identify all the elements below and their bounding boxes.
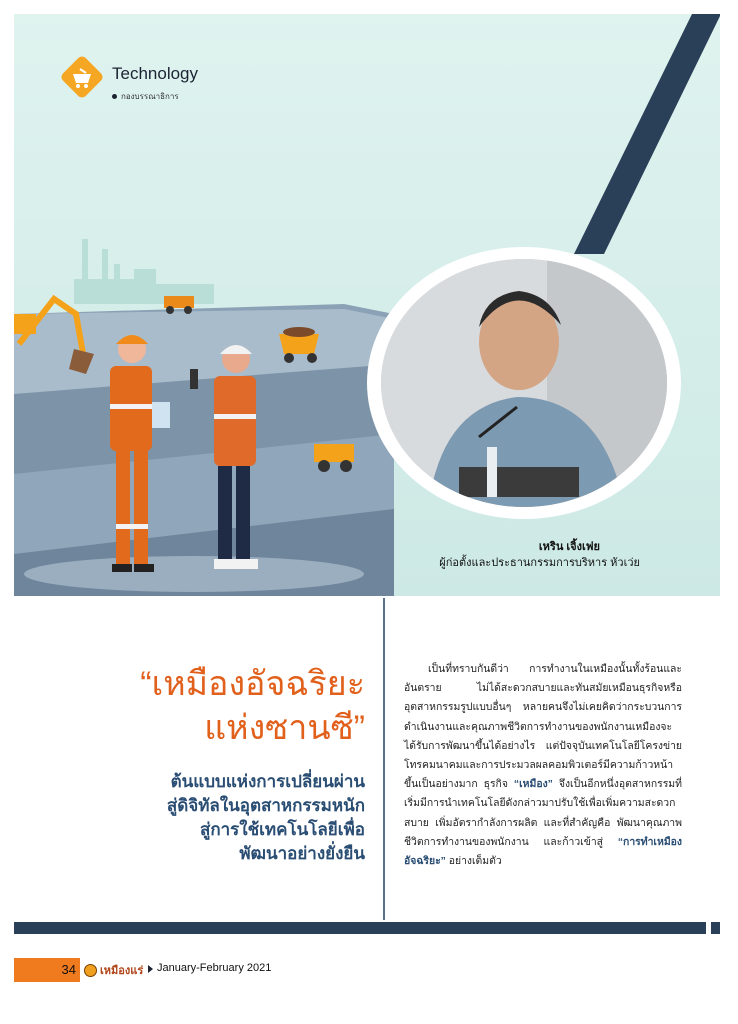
- byline-text: กองบรรณาธิการ: [121, 92, 179, 101]
- magazine-name: เหมืองแร่: [100, 965, 144, 977]
- subheadline-line-3: สู่การใช้เทคโนโลยีเพื่อ: [199, 820, 365, 839]
- magazine-logo: [84, 963, 143, 977]
- subheadline: [60, 770, 365, 866]
- issue-date: January-February 2021: [157, 962, 272, 974]
- article-body: [404, 660, 682, 871]
- headline: [60, 662, 365, 750]
- caption-name: เหริน เจิ้งเฟย: [538, 541, 600, 553]
- body-highlight: “เหมือง”: [513, 779, 553, 791]
- body-highlight: “การทำเหมืองอัจฉริยะ”: [404, 836, 682, 868]
- body-text-part: อย่างเต็มตัว: [445, 856, 502, 868]
- body-text-part: จึงเป็นอีกหนึ่งอุตสาหกรรมที่เริ่มมีการนำเทคโนโลยีดังกล่าวมาปรับใช้เพื่อเพิ่มความสะดวกสบาย เพิ่มอัตรากำลังการผลิต และที่สำคัญคือ พัฒนาคุณภาพชีวิตการทำงานของพนักงาน และก้าวเข้าสู่: [404, 779, 682, 848]
- body-paragraph: [404, 660, 682, 871]
- triangle-right-icon: [148, 965, 153, 973]
- mining-cart-icon: [60, 55, 104, 99]
- body-text-part: เป็นที่ทราบกันดีว่า การทำงานในเหมืองนั้นทั้งร้อนและอันตราย ไม่ได้สะดวกสบายและทันสมัยเหมือนธุรกิจหรืออุตสาหกรรมรูปแบบอื่นๆ หลายคนจึงไม่เคยคิดว่ากระบวนการดำเนินงานและคุณภาพชีวิตการทำงานของพนักงานเหมืองจะได้รับการพัฒนาขึ้นได้อย่างไร แต่ปัจจุบันเทคโนโลยีโครงข่ายโทรคมนาคมและการประมวลผลคอมพิวเตอร์มีความก้าวหน้าขึ้นเป็นอย่างมาก ธุรกิจ: [404, 664, 682, 791]
- headline-line-1: “เหมืองอัจฉริยะ: [140, 665, 365, 703]
- portrait-photo: [367, 247, 681, 519]
- section-title: Technology: [112, 64, 199, 83]
- subheadline-line-4: พัฒนาอย่างยั่งยืน: [239, 844, 365, 863]
- bullet-icon: [112, 94, 117, 99]
- bottom-band-end: [711, 922, 720, 934]
- page-number: 34: [14, 958, 80, 982]
- subheadline-line-1: ต้นแบบแห่งการเปลี่ยนผ่าน: [170, 772, 365, 791]
- column-divider: [383, 598, 385, 920]
- headline-line-2: แห่งซานซี”: [204, 709, 365, 747]
- subheadline-line-2: สู่ดิจิทัลในอุตสาหกรรมหนัก: [166, 796, 365, 815]
- section-byline: [112, 90, 179, 103]
- bottom-band: [14, 922, 706, 934]
- caption-role: ผู้ก่อตั้งและประธานกรรมการบริหาร หัวเว่ย: [439, 557, 640, 569]
- logo-icon: [84, 964, 97, 977]
